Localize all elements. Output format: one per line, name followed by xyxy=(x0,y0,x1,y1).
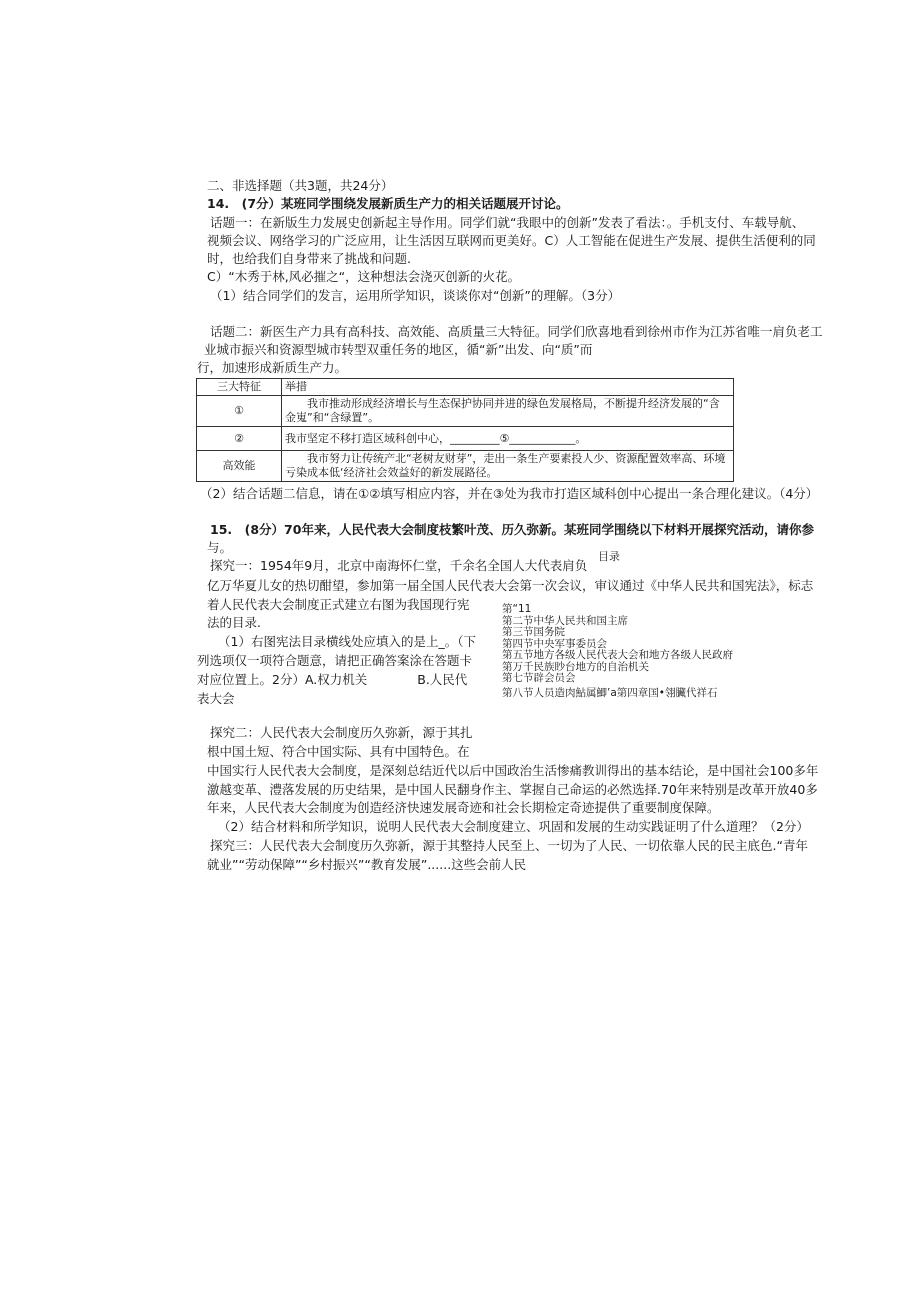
q14-topic1-line: C）“木秀于林,风必摧之“，这种想法会浇灭创新的火花。 xyxy=(207,269,521,284)
q15-explore2-line: 年来，人民代表大会制度为创造经济快速发展奇迹和社会长期检定奇迹提供了重要制度保障。 xyxy=(207,800,720,815)
q14-intro: 14. (7分）某班同学围绕发展新质生产力的相关话题展开讨论。 xyxy=(207,196,569,211)
table-measure-line: 我市坚定不移打造区域科创中心，_________⑤____________。 xyxy=(285,431,587,445)
q15-explore1-line: 法的目录. xyxy=(207,615,261,630)
q15-explore2-line: 激越变革、澧落发展的历史结果，是中国人民翻身作主、掌握自己命运的必然选择.70年来特别是改革开放40多 xyxy=(207,782,818,797)
toc-item: 第“11 xyxy=(502,603,532,615)
q14-subquestion-1: （1）结合同学们的发言，运用所学知识，谈谈你对“创新”的理解。（3分） xyxy=(210,288,621,303)
q15-subquestion-1-line: （1）右图宪法目录横线处应填入的是上_。（下 xyxy=(218,634,476,649)
q15-subquestion-1-line: 列选项仅一项符合题意，请把正确答案涂在答题卡 xyxy=(197,653,473,668)
section-header: 二、非选择题（共3题，共24分） xyxy=(207,178,394,193)
table-row xyxy=(197,427,734,451)
table-feature-cell: 高效能 xyxy=(197,451,282,482)
q14-subquestion-2: （2）结合话题二信息，请在①②填写相应内容，并在③处为我市打造区域科创中心提出一条合理化建议。（4分） xyxy=(200,486,819,501)
q15-explore1-line: 亿万华夏儿女的热切酣望，参加第一届全国人民代表大会第一次会议，审议通过《中华人民共和国宪法》，标志 xyxy=(207,578,814,593)
table-feature-cell: ② xyxy=(197,427,282,451)
q14-topic2-line: 话题二：新医生产力具有高科技、高效能、高质量三大特征。同学们欣喜地看到徐州市作为江苏省唯一肩负老工 xyxy=(210,324,823,339)
q15-explore1-line: 着人民代表大会制度正式建立右图为我国现行宪 xyxy=(207,597,470,612)
q14-topic2-line: 行，加速形成新质生产力。 xyxy=(197,360,348,375)
q15-explore2-line: 根中国土短、符合中国实际、具有中国特色。在 xyxy=(207,744,470,759)
toc-item: 第五节地方各级人民代表大会和地方各级人民政府 xyxy=(502,649,733,661)
q15-explore3-line: 就业”“劳动保障”“乡村振兴”“教育发展”......这些会前人民 xyxy=(207,857,527,872)
features-table xyxy=(196,378,734,482)
q14-topic1-line: 视频会议、网络学习的广泛应用，让生活因互联网而更美好。C）人工智能在促进生产发展、提供生活便利的同 xyxy=(207,233,816,248)
q15-explore1-line: 探究一：1954年9月，北京中南海怀仁堂，千余名全国人大代表肩负 xyxy=(210,558,588,573)
q15-intro-line: 与。 xyxy=(207,540,233,555)
toc-item: 第万千民族眇台地方的自治机关 xyxy=(502,660,649,673)
table-header-cell: 三大特征 xyxy=(197,379,282,396)
q15-explore2-line: 探究二：人民代表大会制度历久弥新，源于其扎 xyxy=(210,725,473,740)
table-row xyxy=(197,451,734,482)
table-measure-cell xyxy=(282,396,734,427)
toc-item: 第三节国务院 xyxy=(502,626,565,638)
toc-item: 第四节中央军事委员会 xyxy=(502,637,607,650)
q15-explore2-line: 中国实行人民代表大会制度，是深刻总结近代以后中国政治生活惨痛教训得出的基本结论，是中国社会100多年 xyxy=(207,763,819,778)
q14-topic1-line: 话题一：在新版生力发展史创新起主导作用。同学们就“我眼中的创新”发表了看法：。手机支付、车载导航、 xyxy=(210,215,805,230)
toc-item: 第二节中华人民共和国主席 xyxy=(502,614,628,627)
table-measure-cell xyxy=(282,451,734,482)
table-feature-cell: ① xyxy=(197,396,282,427)
toc-item: 第八节人员造肉鮎属鯽’a第四章国•翎臟代祥石 xyxy=(502,686,718,699)
table-measure-cell xyxy=(282,427,734,451)
table-measure-line: 亏染成本低‘经济社会效益好的新发展路径。 xyxy=(285,466,498,479)
table-measure-line: 我市努力让传统产北“老树友财芽”，走出一条生产要素投人少、资源配置效率高、环境 xyxy=(285,452,726,465)
q15-intro-line: 15. (8分）70年来，人民代表大会制度枝繁叶茂、历久弥新。某班同学围绕以下材料开展探究活动，请你参 xyxy=(210,522,814,537)
toc-item: 第七节辟会员会 xyxy=(502,672,576,684)
table-row xyxy=(197,396,734,427)
table-header-row xyxy=(197,379,734,396)
q14-topic1-line: 时，也给我们自身带来了挑战和问题. xyxy=(207,251,411,266)
q15-explore3-line: 探究三：人民代表大会制度历久弥新，源于其整持人民至上、一切为了人民、一切依靠人民的民主底色.“青年 xyxy=(210,838,808,853)
q15-subquestion-1-line: 对应位置上。2分）A.权力机关 B.人民代 xyxy=(197,672,468,687)
constitution-toc xyxy=(502,604,733,699)
table-header-cell: 举措 xyxy=(282,379,734,396)
q15-subquestion-1-line: 表大会 xyxy=(197,691,235,706)
q15-subquestion-2: （2）结合材料和所学知识，说明人民代表大会制度建立、巩固和发展的生动实践证明了什么道理？（2分） xyxy=(218,819,809,834)
table-measure-line: 我市推动形成经济增长与生态保护协同并进的绿色发展格局，不断提升经济发展的“含 xyxy=(285,397,720,410)
toc-title: 目录 xyxy=(598,550,620,563)
q14-topic2-line: 业城市振兴和资源型城市转型双重任务的地区，循“新”出发、向“质”而 xyxy=(204,342,593,357)
table-measure-line: 金嵬”和“含绿置”。 xyxy=(285,411,380,424)
